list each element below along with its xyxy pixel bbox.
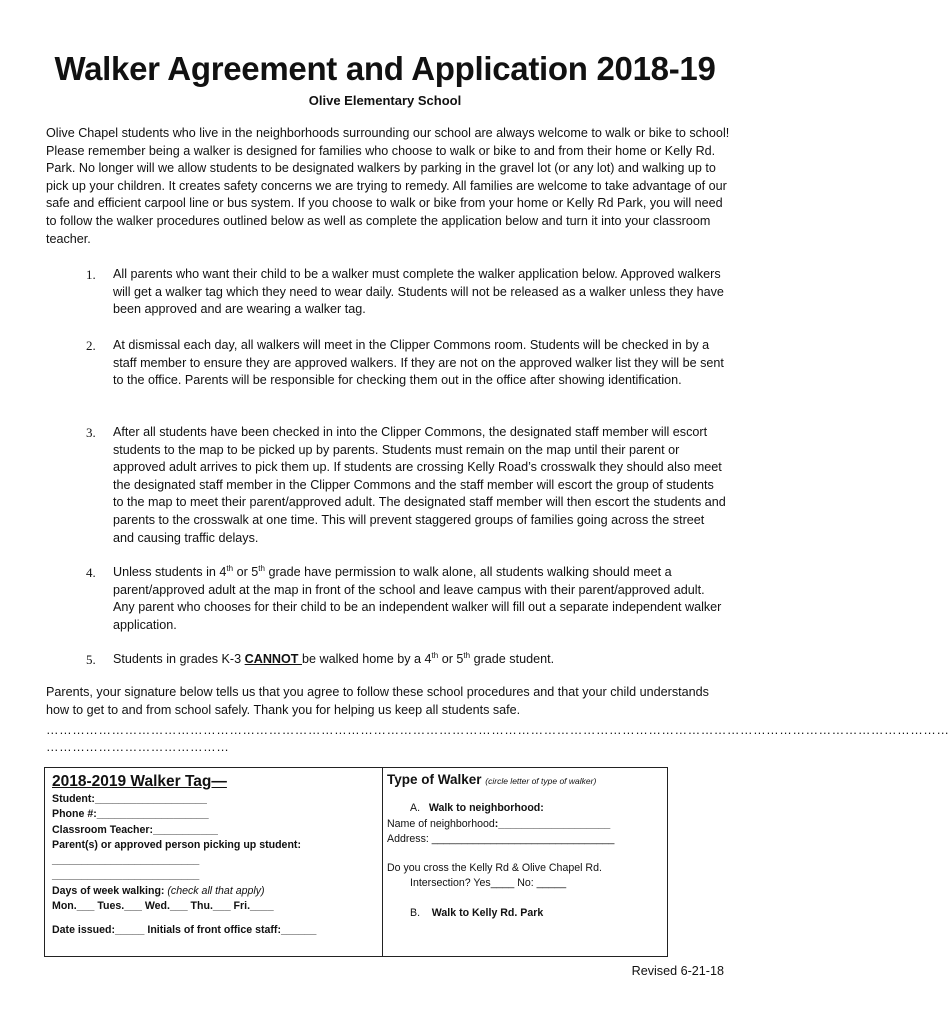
procedure-item-5 bbox=[86, 651, 726, 669]
cannot-emphasis: CANNOT bbox=[244, 652, 302, 666]
teacher-field[interactable]: Classroom Teacher:___________ bbox=[52, 823, 218, 836]
address-field[interactable]: Address: _______________________________ bbox=[387, 832, 615, 845]
item-number: 1. bbox=[86, 267, 96, 282]
cut-line: ……………………………………………………………………………………………………………………………………………………………………………………… bbox=[46, 723, 949, 737]
item-text: Students in grades K-3 CANNOT be walked home by a 4th or 5th grade student. bbox=[113, 650, 555, 666]
option-a[interactable]: A. Walk to neighborhood: bbox=[410, 802, 544, 815]
item-text: At dismissal each day, all walkers will meet in the Clipper Commons room. Students will be checked in by a staff member to ensure they are approved walkers. If they are not on the approved walker list they will be sent to the office. Parents will be responsible for checking them out in the office after showing identification. bbox=[113, 338, 724, 388]
procedure-item-2 bbox=[86, 337, 726, 390]
procedure-item-1 bbox=[86, 266, 726, 319]
student-field[interactable]: Student:___________________ bbox=[52, 793, 207, 805]
walker-type-section bbox=[387, 772, 667, 921]
parent-field-1[interactable]: _________________________ bbox=[52, 854, 200, 867]
walker-tag-title: 2018-2019 Walker Tag— bbox=[52, 773, 227, 790]
item-number: 4. bbox=[86, 565, 96, 580]
neighborhood-field[interactable]: Name of neighborhood:___________________ bbox=[387, 817, 611, 830]
procedure-item-4 bbox=[86, 564, 726, 634]
school-name: Olive Elementary School bbox=[308, 93, 462, 108]
phone-field[interactable]: Phone #:___________________ bbox=[52, 808, 209, 821]
cut-line-continued: …………………………………… bbox=[46, 740, 230, 754]
item-number: 5. bbox=[86, 652, 96, 667]
item-number: 3. bbox=[86, 425, 96, 440]
parent-label: Parent(s) or approved person picking up student: bbox=[52, 838, 301, 851]
intersection-field[interactable]: Intersection? Yes____ No: _____ bbox=[410, 877, 567, 890]
item-text: All parents who want their child to be a walker must complete the walker application below. Approved walkers will get a walker tag which they need to wear daily. Students will not be released as a walker unless they have been approved and are wearing a walker tag. bbox=[113, 267, 724, 317]
days-label: Days of week walking: (check all that apply) bbox=[52, 884, 265, 897]
closing-paragraph: Parents, your signature below tells us that you agree to follow these school procedures and that your child understands how to get to and from school safely. Thank you for helping us keep all students safe. bbox=[46, 685, 709, 717]
item-text: Unless students in 4th or 5th grade have permission to walk alone, all students walking should meet a parent/approved adult at the map in front of the school and leave campus with their parent/approved adult. Any parent who chooses for their child to be an independent walker will fill out a separate independent walker application. bbox=[113, 563, 722, 632]
procedure-item-3 bbox=[86, 424, 726, 547]
walker-tag-section bbox=[52, 772, 377, 939]
item-number: 2. bbox=[86, 338, 96, 353]
item-text: After all students have been checked in into the Clipper Commons, the designated staff member will escort students to the map to be picked up by parents. Students must remain on the map until their parent or approved adult arrives to pick them up. If students are crossing Kelly Road’s crosswalk they should also meet the designated staff member in the Clipper Commons and the staff member will escort the group of students to the map to meet their parent/approved adult. The designated staff member will then escort the students and parents to the crosswalk at one time. This will prevent staggered groups of families going across the street and causing traffic delays. bbox=[113, 425, 726, 545]
crossing-question: Do you cross the Kelly Rd & Olive Chapel Rd. bbox=[387, 862, 602, 875]
revision-date: Revised 6-21-18 bbox=[631, 964, 724, 978]
page-title: Walker Agreement and Application 2018-19 bbox=[54, 50, 716, 87]
option-b[interactable]: B. Walk to Kelly Rd. Park bbox=[410, 906, 544, 919]
application-form bbox=[44, 767, 668, 957]
date-issued-field[interactable]: Date issued:_____ Initials of front office staff:______ bbox=[52, 924, 317, 937]
days-checklist[interactable]: Mon.___ Tues.___ Wed.___ Thu.___ Fri.____ bbox=[52, 900, 274, 913]
type-heading: Type of Walker (circle letter of type of walker) bbox=[387, 772, 597, 787]
intro-paragraph: Olive Chapel students who live in the neighborhoods surrounding our school are always welcome to walk or bike to school! Please remember being a walker is designed for families who choose to walk or bike to and from their home or Kelly Rd. Park. No longer will we allow students to be designated walkers by parking in the gravel lot (or any lot) and walking up to pick up your children. It creates safety concerns we are trying to remedy. All families are welcome to take advantage of our safe and efficient carpool line or bus system. If you choose to walk or bike from your home or Kelly Rd Park, you will need to follow the walker procedures outlined below as well as complete the application below and turn it into your classroom teacher. bbox=[46, 126, 730, 246]
form-divider bbox=[382, 768, 383, 956]
parent-field-2[interactable]: _________________________ bbox=[52, 869, 200, 882]
